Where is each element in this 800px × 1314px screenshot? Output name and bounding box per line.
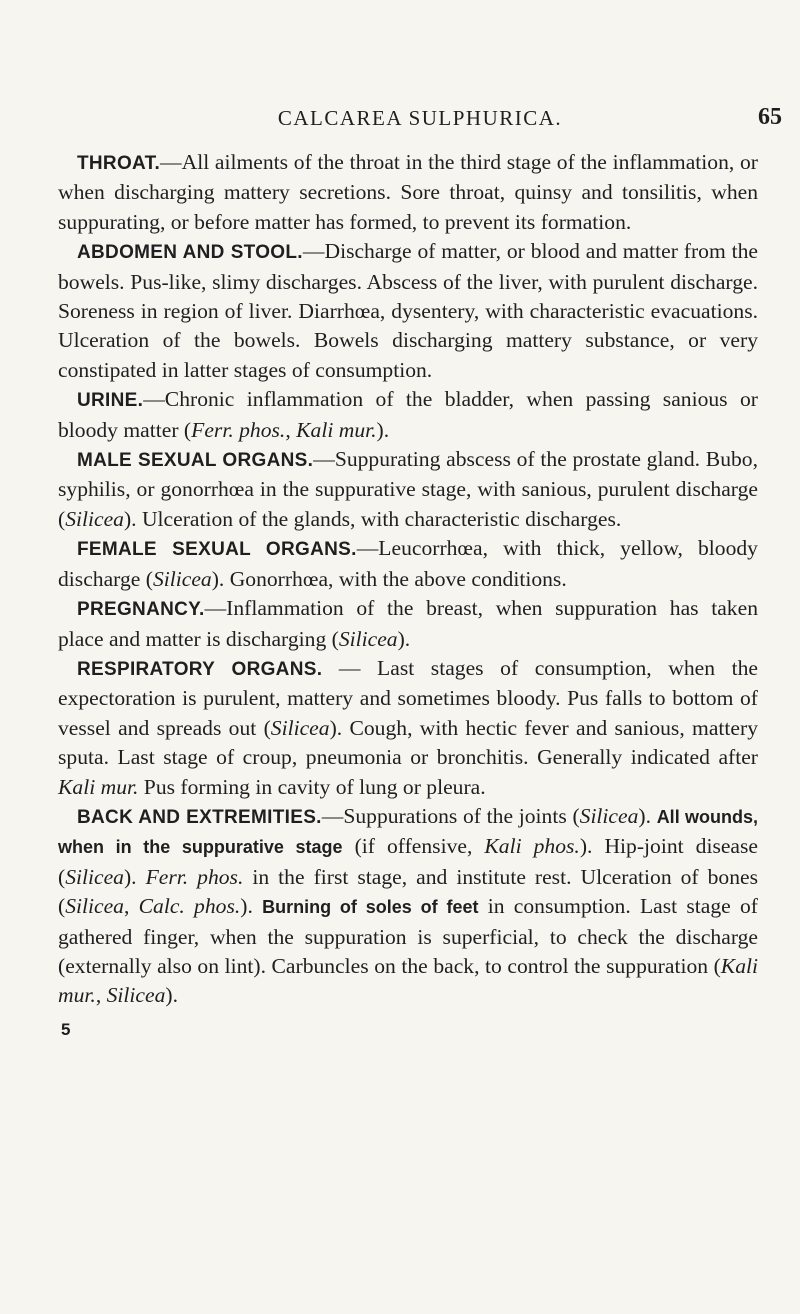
page-number: 65 — [758, 104, 782, 130]
section-text: ). Hip-joint disease ( — [58, 834, 759, 889]
section-paragraph — [58, 802, 758, 1011]
section-text: —Inflammation of the breast, when suppuration has taken place and matter is discharging ( — [58, 596, 758, 651]
section-paragraph — [58, 385, 758, 445]
section-text: ). Ulceration of the glands, with characteristic discharges. — [123, 506, 622, 531]
section-text: ). — [397, 626, 411, 651]
section-heading: BACK AND EXTREMITIES. — [77, 806, 322, 828]
section-text: ). — [123, 864, 146, 889]
emphasis-text: Burning of soles of feet — [262, 897, 479, 918]
remedy-name: Kali phos. — [484, 834, 580, 859]
section-text: in the first stage, and institute rest. Ulceration of bones ( — [58, 864, 758, 919]
running-title: CALCAREA SULPHURICA. — [277, 106, 563, 130]
running-head — [58, 106, 782, 136]
section-paragraph — [58, 654, 758, 802]
section-text: ). — [376, 417, 390, 442]
remedy-name: Kali mur. — [58, 774, 139, 799]
remedy-name: Calc. phos. — [138, 894, 241, 919]
remedy-name: Silicea — [579, 803, 639, 828]
section-paragraph — [58, 445, 758, 534]
remedy-name: Ferr. phos. — [191, 417, 286, 442]
section-heading: URINE. — [77, 390, 144, 412]
section-text: — Last stages of consumption, when the expectoration is purulent, mattery and sometimes bloody. Pus falls to bottom of vessel and spreads out ( — [58, 655, 759, 740]
section-text: —Chronic inflammation of the bladder, when passing sanious or bloody matter ( — [58, 387, 758, 442]
section-text: , — [123, 894, 139, 919]
remedy-name: Silicea — [65, 864, 124, 889]
section-text: —Leucorrhœa, with thick, yellow, bloody discharge ( — [58, 536, 758, 591]
remedy-name: Silicea — [338, 626, 398, 651]
section-heading: PREGNANCY. — [77, 599, 205, 621]
section-paragraph — [58, 148, 758, 237]
section-heading: ABDOMEN AND STOOL. — [77, 242, 303, 264]
remedy-name: Silicea — [270, 715, 330, 740]
section-text: —Suppurations of the joints ( — [321, 803, 580, 828]
section-heading: RESPIRATORY ORGANS. — [77, 658, 323, 680]
body-text — [58, 148, 758, 1011]
section-paragraph — [58, 594, 758, 654]
section-text: , — [95, 983, 107, 1008]
signature-mark: 5 — [61, 1020, 71, 1039]
section-text: ). Gonorrhœa, with the above conditions. — [211, 566, 567, 591]
remedy-name: Silicea — [152, 566, 212, 591]
remedy-name: Ferr. phos. — [145, 864, 244, 889]
remedy-name: Silicea — [106, 983, 166, 1008]
section-paragraph — [58, 237, 758, 385]
section-text: —All ailments of the throat in the third stage of the inflammation, or when discharging mattery secretions. Sore throat, quinsy and tonsilitis, when suppurating, or before matter has formed, to prevent its formation. — [58, 150, 758, 234]
section-text: Pus forming in cavity of lung or pleura. — [138, 774, 486, 799]
section-text: in consumption. Last stage of gathered finger, when the suppuration is superficial, to check the discharge (externally also on lint). Carbuncles on the back, to control the suppuration ( — [58, 894, 758, 978]
emphasis-text: All wounds, when in the suppurative stage — [58, 806, 758, 858]
section-text: ). Cough, with hectic fever and sanious, mattery sputa. Last stage of croup, pneumonia or bronchitis. Generally indicated after — [58, 715, 758, 770]
remedy-name: Kali mur. — [58, 953, 758, 1008]
section-text: —Discharge of matter, or blood and matter from the bowels. Pus-like, slimy discharges. Abscess of the liver, with purulent discharge. Soreness in region of liver. Diarrhœa, dysentery, with characteristic evacuations. Ulceration of the bowels. Bowels discharging mattery substance, or very constipated in latter stages of consumption. — [58, 239, 758, 382]
section-text: ). — [638, 803, 657, 828]
section-heading: MALE SEXUAL ORGANS. — [77, 450, 314, 472]
section-text: , — [285, 417, 297, 442]
section-text: ). — [240, 894, 263, 919]
section-heading: FEMALE SEXUAL ORGANS. — [77, 539, 357, 561]
section-text: ). — [165, 983, 178, 1008]
section-text: (if offensive, — [342, 834, 485, 859]
section-text: —Suppurating abscess of the prostate gland. Bubo, syphilis, or gonorrhœa in the suppurative stage, with sanious, purulent discharge ( — [58, 447, 758, 531]
remedy-name: Silicea — [65, 506, 124, 531]
section-paragraph — [58, 534, 758, 594]
remedy-name: Silicea — [65, 894, 124, 919]
section-heading: THROAT. — [77, 153, 161, 174]
remedy-name: Kali mur. — [296, 417, 377, 442]
